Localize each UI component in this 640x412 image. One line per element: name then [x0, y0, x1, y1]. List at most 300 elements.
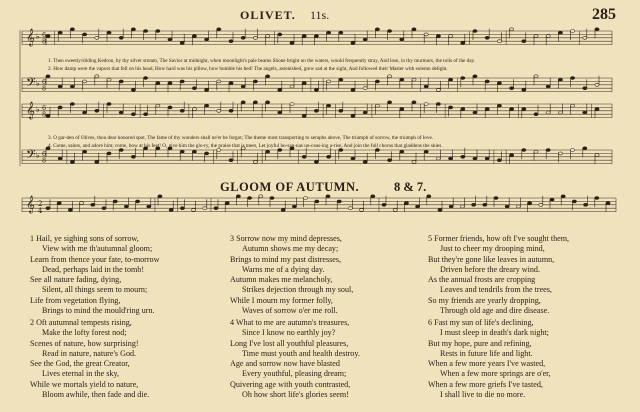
- note-head: [571, 149, 575, 152]
- note-head: [314, 35, 318, 38]
- note-head: [192, 208, 196, 211]
- note-head: [58, 85, 62, 88]
- clef-glyph: 6: [42, 104, 47, 112]
- note-head: [180, 207, 184, 210]
- note-head: [472, 203, 476, 206]
- note-head: [168, 106, 172, 109]
- clef-glyph: 8: [42, 156, 47, 165]
- stanza-line: 2 Oft autumnal tempests rising,: [30, 318, 132, 327]
- note-head: [107, 103, 111, 106]
- hymn-meter-gloom: 8 & 7.: [394, 180, 427, 194]
- stanza-line: Autumn makes me melancholy,: [230, 275, 333, 284]
- note-head: [248, 197, 252, 200]
- note-head: [229, 109, 233, 112]
- stanza-line: But my hope, pure and refining,: [428, 338, 532, 348]
- note-head: [427, 195, 431, 198]
- stanza-line: Bloom awhile, then fade and die.: [42, 389, 150, 399]
- stanza-line: Since I know no earthly joy?: [242, 328, 336, 338]
- stanza-line: Age and sorrow now have blasted: [230, 359, 340, 368]
- note-head: [572, 200, 576, 203]
- note-head: [388, 30, 392, 33]
- note-head: [70, 160, 74, 163]
- note-head: [131, 113, 135, 116]
- note-head: [436, 103, 440, 106]
- note-head: [180, 109, 184, 112]
- note-head: [95, 160, 99, 163]
- page-number: 285: [592, 6, 616, 23]
- note-head: [546, 111, 550, 114]
- stanza-line: Oh how short life's glories seem!: [242, 389, 349, 399]
- note-head: [473, 157, 477, 160]
- note-head: [558, 152, 562, 155]
- note-head: [436, 35, 440, 38]
- olivet-verse-1: 1. Then sweetly/sliding Kedron, by thy silver stream, The Savior at midnight, when moonlight's pale beams Shone bright on the waters, would frequently stray, And lose, in thy murmurs, the toils of the day.: [48, 58, 476, 64]
- note-head: [192, 150, 196, 153]
- note-head: [510, 87, 514, 90]
- stanza-line: While we mortals yield to nature,: [30, 379, 139, 389]
- note-head: [583, 111, 587, 114]
- note-head: [205, 104, 209, 107]
- note-head: [302, 114, 306, 117]
- note-head: [225, 202, 229, 205]
- note-head: [326, 195, 330, 198]
- note-head: [95, 75, 99, 78]
- note-head: [253, 160, 257, 163]
- note-head: [510, 28, 514, 31]
- note-head: [522, 108, 526, 111]
- note-head: [400, 38, 404, 41]
- note-head: [339, 31, 343, 34]
- hymn-meter-olivet: 11s.: [310, 8, 330, 22]
- note-head: [473, 75, 477, 78]
- clef-glyph: 4: [38, 207, 43, 215]
- note-head: [217, 80, 221, 83]
- stanza-line: As the annual frosts are cropping: [428, 275, 536, 284]
- note-head: [168, 38, 172, 41]
- note-head: [436, 88, 440, 91]
- note-head: [424, 85, 428, 88]
- stanza-line: 4 What to me are autumn's treasures,: [230, 318, 350, 327]
- stanza-line: Long I've lost all youthful pleasures,: [230, 338, 349, 348]
- note-head: [595, 154, 599, 157]
- note-head: [158, 195, 162, 198]
- note-head: [131, 28, 135, 31]
- note-head: [497, 40, 501, 43]
- note-head: [561, 195, 565, 198]
- note-head: [337, 200, 341, 203]
- note-head: [558, 31, 562, 34]
- note-head: [595, 28, 599, 31]
- note-head: [192, 87, 196, 90]
- note-head: [266, 75, 270, 78]
- stanza-line: So my friends are yearly dropping,: [428, 295, 541, 305]
- note-head: [314, 88, 318, 91]
- note-head: [595, 83, 599, 86]
- note-head: [375, 104, 379, 107]
- olivet-verse-3: 3. O gar-den of Olives, thou dear honored spot, The fame of thy wonders shall ne'er be forgot; The theme most transporting to seraphs above, The triumph of sorrow, the triumph of love.: [48, 135, 434, 141]
- note-head: [351, 114, 355, 117]
- note-head: [270, 197, 274, 200]
- note-head: [522, 88, 526, 91]
- note-head: [416, 205, 420, 208]
- stanza-line: Life from vegetation flying,: [30, 295, 121, 305]
- clef-glyph: 6: [42, 78, 47, 86]
- note-head: [91, 203, 95, 206]
- stanza-line: Through old age and dire disease.: [440, 305, 550, 315]
- note-head: [57, 202, 61, 205]
- stanza-line: 5 Former friends, how oft I've sought them,: [428, 234, 570, 243]
- note-head: [522, 40, 526, 43]
- stanza-6: [428, 318, 551, 400]
- stanza-line: View with me th'autumnal gloom;: [42, 244, 153, 254]
- note-head: [351, 157, 355, 160]
- note-head: [192, 108, 196, 111]
- stanza-line: See the God, the great Creator,: [30, 359, 130, 368]
- note-head: [571, 30, 575, 33]
- note-head: [539, 203, 543, 206]
- clef-glyph: 𝄞: [26, 101, 35, 119]
- note-head: [449, 157, 453, 160]
- stanza-line: Quivering age with youth contrasted,: [230, 379, 351, 389]
- note-head: [348, 207, 352, 210]
- note-head: [229, 82, 233, 85]
- note-head: [546, 149, 550, 152]
- stanza-5: [428, 234, 569, 316]
- note-head: [102, 207, 106, 210]
- note-head: [205, 152, 209, 155]
- note-head: [449, 106, 453, 109]
- stanza-line: 6 Fast my sun of life's declining,: [428, 318, 534, 327]
- note-head: [266, 35, 270, 38]
- note-head: [363, 111, 367, 114]
- note-head: [144, 77, 148, 80]
- note-head: [144, 30, 148, 33]
- clef-glyph: 𝄢: [26, 147, 36, 165]
- stanza-line: Warns me of a dying day.: [242, 264, 325, 274]
- clef-glyph: ♭: [36, 105, 40, 114]
- clef-glyph: 𝄢: [26, 75, 36, 93]
- stanza-line: I shall live to die no more.: [440, 389, 526, 399]
- note-head: [583, 147, 587, 150]
- note-head: [485, 80, 489, 83]
- note-head: [327, 80, 331, 83]
- note-head: [192, 35, 196, 38]
- note-head: [315, 200, 319, 203]
- note-head: [241, 85, 245, 88]
- note-head: [461, 108, 465, 111]
- note-head: [58, 31, 62, 34]
- stanza-line: When a few more springs are o'er,: [440, 369, 551, 379]
- clef-glyph: ♭: [36, 32, 40, 41]
- note-head: [68, 208, 72, 211]
- stanza-line: Brings to mind my past distresses,: [230, 254, 342, 264]
- stanza-3: [230, 234, 353, 316]
- note-head: [70, 85, 74, 88]
- note-head: [360, 208, 364, 211]
- note-head: [327, 31, 331, 34]
- note-head: [83, 150, 87, 153]
- note-head: [534, 35, 538, 38]
- note-head: [339, 109, 343, 112]
- stanza-2: [30, 318, 149, 400]
- note-head: [449, 205, 453, 208]
- stanza-line: Autumn shows me my decay;: [242, 244, 339, 254]
- note-head: [412, 78, 416, 81]
- clef-glyph: 8: [42, 37, 47, 46]
- stanza-line: When a few more griefs I've tasted,: [428, 379, 543, 389]
- stanza-line: See all nature fading, dying,: [30, 275, 122, 284]
- note-head: [290, 85, 294, 88]
- note-head: [393, 208, 397, 211]
- stanza-line: Lives eternal in the sky,: [42, 369, 120, 379]
- note-head: [124, 205, 128, 208]
- note-head: [156, 82, 160, 85]
- note-head: [205, 88, 209, 91]
- note-head: [388, 75, 392, 78]
- note-head: [147, 205, 151, 208]
- note-head: [412, 28, 416, 31]
- note-head: [119, 80, 123, 83]
- note-head: [461, 155, 465, 158]
- note-head: [266, 150, 270, 153]
- note-head: [217, 28, 221, 31]
- note-head: [168, 82, 172, 85]
- note-head: [449, 78, 453, 81]
- note-head: [203, 207, 207, 210]
- note-head: [83, 33, 87, 36]
- note-head: [473, 30, 477, 33]
- stanza-line: Waves of sorrow o'er me roll.: [242, 305, 338, 315]
- note-head: [412, 160, 416, 163]
- note-head: [571, 77, 575, 80]
- note-head: [327, 155, 331, 158]
- note-head: [46, 75, 50, 78]
- stanza-line: Every youthful, pleasing dream;: [242, 369, 347, 379]
- clef-glyph: 𝄞: [26, 28, 35, 46]
- note-head: [136, 200, 140, 203]
- note-head: [558, 78, 562, 81]
- note-head: [400, 150, 404, 153]
- note-head: [107, 152, 111, 155]
- note-head: [156, 104, 160, 107]
- stanza-line: 1 Hail, ye sighing sons of sorrow,: [30, 234, 139, 243]
- note-head: [424, 33, 428, 36]
- clef-glyph: ♭: [36, 151, 40, 160]
- note-head: [550, 198, 554, 201]
- note-head: [217, 109, 221, 112]
- note-head: [46, 207, 50, 210]
- note-head: [70, 103, 74, 106]
- note-head: [449, 35, 453, 38]
- note-head: [259, 195, 263, 198]
- note-head: [606, 202, 610, 205]
- note-head: [302, 35, 306, 38]
- note-head: [253, 80, 257, 83]
- note-head: [290, 41, 294, 44]
- note-head: [95, 109, 99, 112]
- note-head: [558, 111, 562, 114]
- hymn-title-olivet: OLIVET.: [240, 8, 296, 22]
- note-head: [424, 103, 428, 106]
- note-head: [292, 205, 296, 208]
- note-head: [281, 208, 285, 211]
- stanza-line: Scenes of nature, how surprising!: [30, 338, 139, 348]
- note-head: [107, 31, 111, 34]
- note-head: [278, 111, 282, 114]
- note-head: [461, 41, 465, 44]
- note-head: [119, 111, 123, 114]
- note-head: [169, 208, 173, 211]
- note-head: [461, 77, 465, 80]
- clef-glyph: ♭: [36, 79, 40, 88]
- note-head: [278, 88, 282, 91]
- stanza-line: Strikes dejection through my soul,: [242, 285, 354, 295]
- note-head: [339, 78, 343, 81]
- stanza-line: While I mourn my former folly,: [230, 295, 333, 305]
- note-head: [534, 75, 538, 78]
- olivet-verse-2: 2. How damp were the vapors that fell on his head, How hard was his pillow, how humble his bed! The angels, astonished, grew sad at the sight, And followed their Master with solemn delight.: [48, 66, 448, 72]
- stanza-line: Just to cheer my drooping mind,: [440, 244, 545, 254]
- note-head: [571, 104, 575, 107]
- stanza-line: Dead, perhaps laid in the tomb!: [42, 264, 145, 274]
- note-head: [510, 108, 514, 111]
- stanza-line: Rests in future life and light.: [440, 348, 533, 358]
- note-head: [546, 35, 550, 38]
- note-head: [156, 30, 160, 33]
- note-head: [131, 155, 135, 158]
- note-head: [584, 203, 588, 206]
- note-head: [351, 88, 355, 91]
- note-head: [180, 41, 184, 44]
- note-head: [400, 108, 404, 111]
- note-head: [388, 159, 392, 162]
- note-head: [424, 150, 428, 153]
- note-head: [485, 157, 489, 160]
- note-head: [144, 113, 148, 116]
- clef-glyph: 6: [42, 150, 47, 158]
- stanza-line: Learn from thence your fate, to-morrow: [30, 254, 160, 264]
- note-head: [107, 78, 111, 81]
- note-head: [229, 40, 233, 43]
- note-head: [363, 87, 367, 90]
- clef-glyph: 𝄞: [26, 195, 35, 213]
- note-head: [522, 149, 526, 152]
- note-head: [58, 106, 62, 109]
- stanza-line: When a few more years I've wasted,: [428, 359, 546, 368]
- note-head: [327, 104, 331, 107]
- note-head: [516, 205, 520, 208]
- note-head: [404, 202, 408, 205]
- note-head: [58, 157, 62, 160]
- note-head: [528, 202, 532, 205]
- note-head: [180, 80, 184, 83]
- note-head: [388, 101, 392, 104]
- note-head: [241, 36, 245, 39]
- note-head: [302, 82, 306, 85]
- note-head: [83, 111, 87, 114]
- note-head: [483, 203, 487, 206]
- clef-glyph: 2: [38, 200, 43, 208]
- stanza-line: Brings to mind the mould'ring urn.: [42, 305, 155, 315]
- note-head: [583, 36, 587, 39]
- note-head: [400, 78, 404, 81]
- note-head: [214, 207, 218, 210]
- clef-glyph: 8: [42, 84, 47, 93]
- note-head: [412, 101, 416, 104]
- note-head: [546, 85, 550, 88]
- note-head: [119, 36, 123, 39]
- note-head: [534, 113, 538, 116]
- note-head: [460, 205, 464, 208]
- note-head: [595, 197, 599, 200]
- note-head: [241, 101, 245, 104]
- stanza-line: Driven before the dreary wind.: [440, 264, 541, 274]
- note-head: [83, 80, 87, 83]
- note-head: [70, 28, 74, 31]
- note-head: [205, 38, 209, 41]
- note-head: [253, 36, 257, 39]
- note-head: [382, 203, 386, 206]
- clef-glyph: 6: [42, 31, 47, 39]
- note-head: [436, 157, 440, 160]
- note-head: [497, 159, 501, 162]
- note-head: [304, 197, 308, 200]
- note-head: [375, 28, 379, 31]
- note-head: [438, 208, 442, 211]
- note-head: [494, 197, 498, 200]
- note-head: [46, 114, 50, 117]
- stanza-line: 3 Sorrow now my mind depresses,: [230, 234, 342, 243]
- note-head: [236, 195, 240, 198]
- clef-glyph: 8: [42, 110, 47, 119]
- note-head: [113, 200, 117, 203]
- note-head: [314, 160, 318, 163]
- stanza-line: Silent, all things seem to mourn;: [42, 285, 148, 295]
- note-head: [131, 88, 135, 91]
- note-head: [371, 195, 375, 198]
- stanza-line: Leaves and tendrils from the trees,: [440, 285, 552, 295]
- note-head: [497, 82, 501, 85]
- note-head: [278, 33, 282, 36]
- note-head: [595, 108, 599, 111]
- stanza-line: But they're gone like leaves in autumn,: [428, 254, 555, 264]
- stanza-1: [30, 234, 159, 316]
- note-head: [485, 108, 489, 111]
- note-head: [180, 150, 184, 153]
- note-head: [351, 41, 355, 44]
- stanza-line: Read in nature, nature's God.: [42, 348, 137, 358]
- note-head: [46, 35, 50, 38]
- note-head: [290, 103, 294, 106]
- note-head: [266, 101, 270, 104]
- note-head: [253, 101, 257, 104]
- note-head: [314, 109, 318, 112]
- note-head: [534, 150, 538, 153]
- note-head: [583, 87, 587, 90]
- note-head: [80, 202, 84, 205]
- note-head: [302, 155, 306, 158]
- stanza-line: Make the lofty forest nod;: [42, 328, 127, 338]
- note-head: [510, 154, 514, 157]
- note-head: [497, 104, 501, 107]
- stanza-line: I must sleep in death's dark night;: [440, 328, 549, 338]
- hymn-title-gloom: GLOOM OF AUTUMN.: [220, 180, 360, 194]
- note-head: [95, 36, 99, 39]
- note-head: [229, 159, 233, 162]
- stanza-4: [230, 318, 360, 400]
- note-head: [505, 205, 509, 208]
- note-head: [473, 111, 477, 114]
